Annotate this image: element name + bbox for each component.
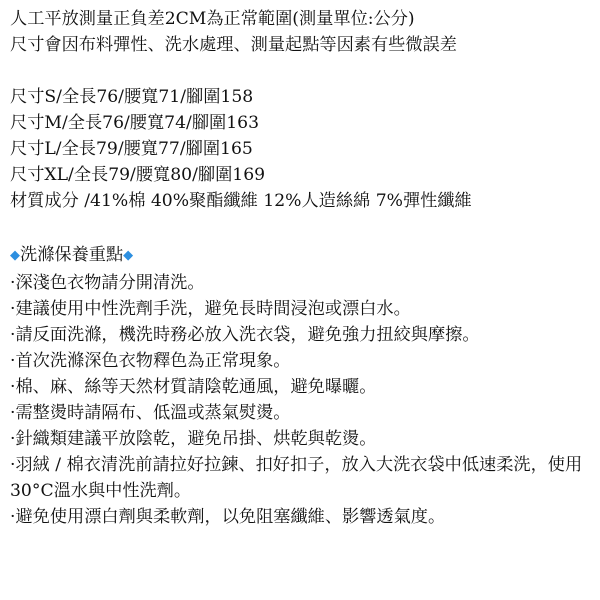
care-item: ·請反面洗滌，機洗時務必放入洗衣袋，避免強力扭絞與摩擦。 bbox=[10, 325, 480, 345]
size-s-line: 尺寸S/全長76/腰寬71/腳圍158 bbox=[10, 87, 254, 107]
size-l-line: 尺寸L/全長79/腰寬77/腳圍165 bbox=[10, 139, 253, 159]
care-item: ·羽絨 / 棉衣清洗前請拉好拉鍊、扣好扣子，放入大洗衣袋中低速柔洗，使用30°C溫水與中性洗劑。 bbox=[10, 455, 583, 501]
diamond-icon: ◆ bbox=[10, 248, 20, 263]
care-item: ·建議使用中性洗劑手洗，避免長時間浸泡或漂白水。 bbox=[10, 299, 411, 319]
care-heading bbox=[10, 242, 595, 270]
measurement-variance-line: 尺寸會因布料彈性、洗水處理、測量起點等因素有些微誤差 bbox=[10, 35, 457, 55]
care-item: ·針織類建議平放陰乾，避免吊掛、烘乾與乾燙。 bbox=[10, 429, 377, 449]
size-xl-line: 尺寸XL/全長79/腰寬80/腳圍169 bbox=[10, 165, 266, 185]
measurement-tolerance-line: 人工平放測量正負差2CM為正常範圍(測量單位:公分) bbox=[10, 9, 415, 29]
care-heading-label: 洗滌保養重點 bbox=[20, 245, 124, 265]
spacer bbox=[10, 58, 595, 84]
care-item: ·棉、麻、絲等天然材質請陰乾通風，避免曝曬。 bbox=[10, 377, 377, 397]
care-item: ·需整燙時請隔布、低溫或蒸氣熨燙。 bbox=[10, 403, 291, 423]
care-item: ·深淺色衣物請分開清洗。 bbox=[10, 273, 205, 293]
care-item: ·首次洗滌深色衣物釋色為正常現象。 bbox=[10, 351, 291, 371]
care-item: ·避免使用漂白劑與柔軟劑，以免阻塞纖維、影響透氣度。 bbox=[10, 507, 446, 527]
diamond-icon: ◆ bbox=[123, 248, 134, 263]
size-m-line: 尺寸M/全長76/腰寬74/腳圍163 bbox=[10, 113, 260, 133]
product-info-text bbox=[10, 6, 595, 530]
spacer bbox=[10, 214, 595, 240]
material-line: 材質成分 /41%棉 40%聚酯纖維 12%人造絲綿 7%彈性纖維 bbox=[10, 191, 472, 211]
